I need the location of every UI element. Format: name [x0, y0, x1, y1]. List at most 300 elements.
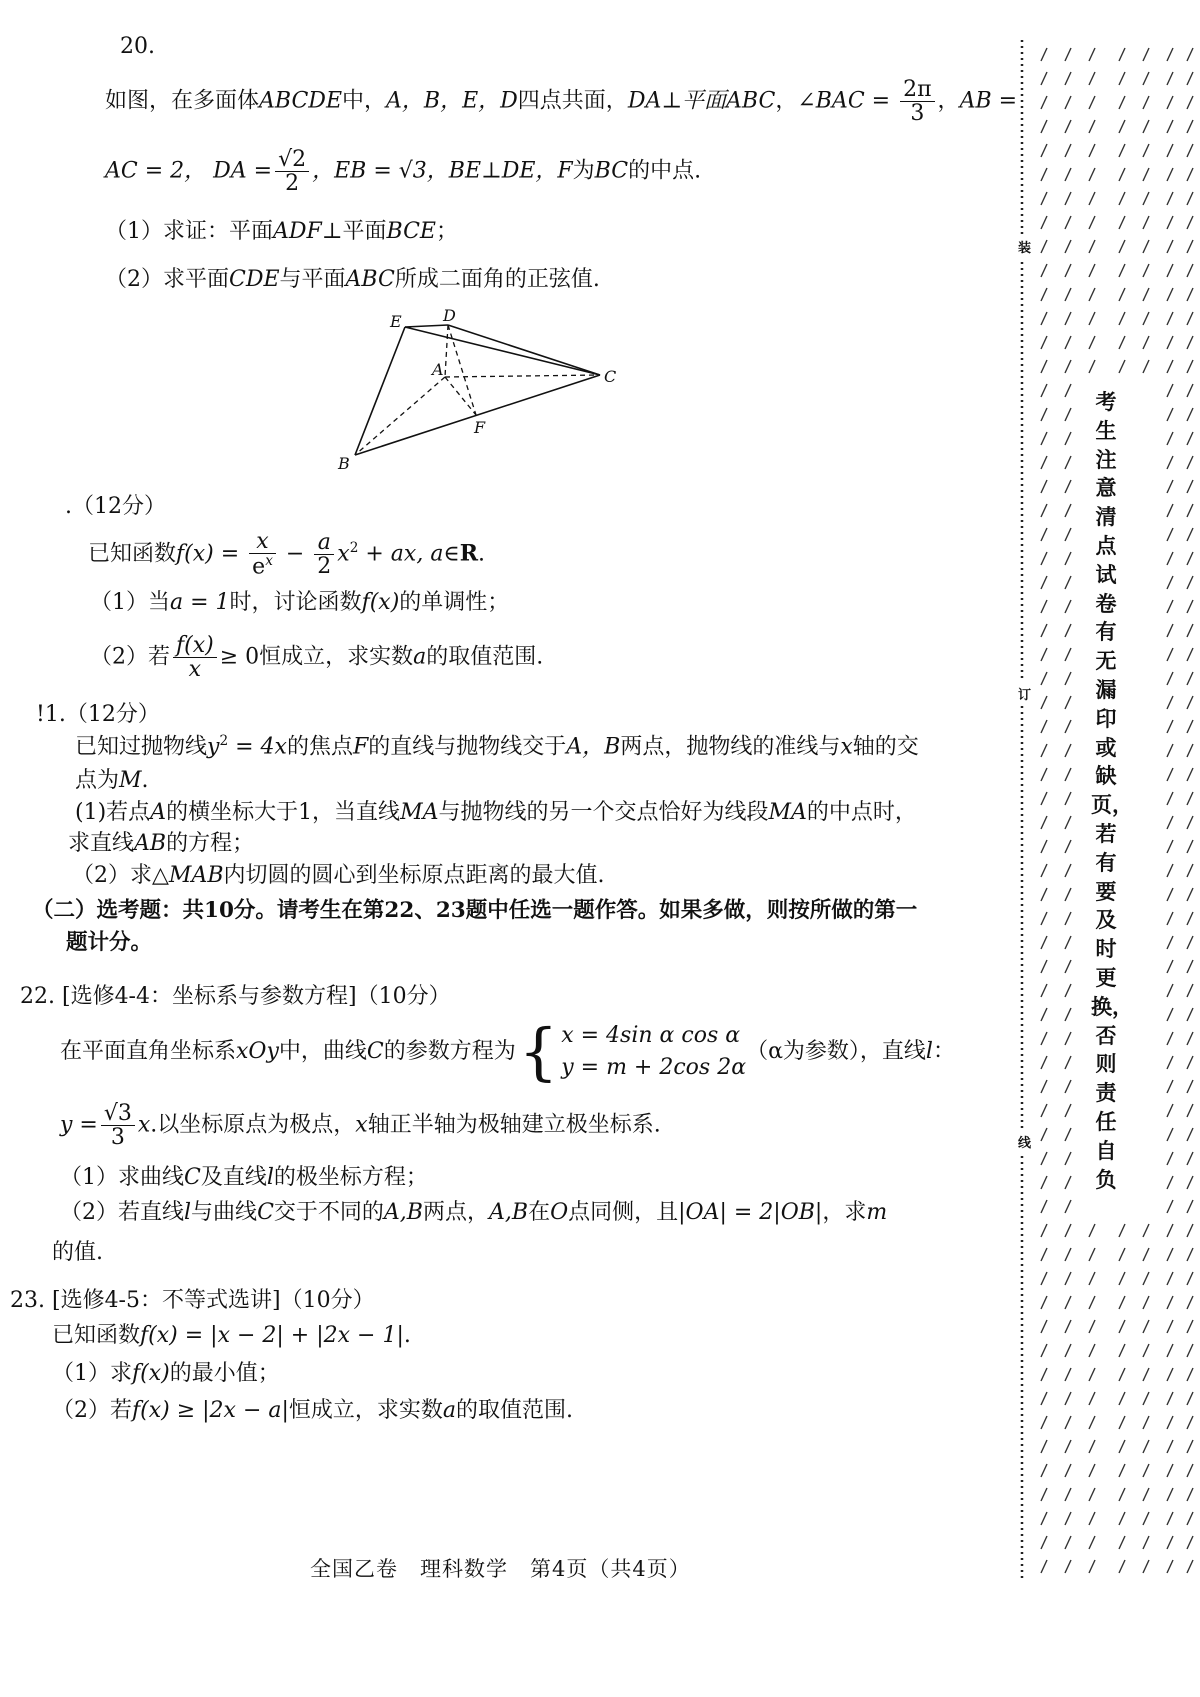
hatch-mark [1065, 672, 1071, 685]
hatch-mark [1143, 96, 1149, 109]
hatch-mark [1187, 1464, 1193, 1477]
polyhedron-figure [330, 305, 630, 480]
hatch-mark [1167, 96, 1173, 109]
hatch-mark [1089, 144, 1095, 157]
hatch-mark [1065, 168, 1071, 181]
hatch-mark [1041, 744, 1047, 757]
hatch-mark [1065, 792, 1071, 805]
hatch-mark [1187, 720, 1193, 733]
hatch-mark [1167, 744, 1173, 757]
hatch-mark [1187, 960, 1193, 973]
vertex-a: A [432, 360, 444, 379]
hatch-mark [1089, 1560, 1095, 1573]
hatch-mark [1167, 552, 1173, 565]
hatch-mark [1167, 840, 1173, 853]
page-footer: 全国乙卷 理科数学 第4页（共4页） [310, 1557, 691, 1581]
hatch-mark [1187, 192, 1193, 205]
hatch-mark [1089, 1272, 1095, 1285]
hatch-mark [1041, 552, 1047, 565]
hatch-mark [1143, 360, 1149, 373]
hatch-mark [1187, 1392, 1193, 1405]
hatch-mark [1187, 1008, 1193, 1021]
hatch-mark [1167, 504, 1173, 517]
hatch-mark [1119, 1368, 1125, 1381]
hatch-mark [1041, 504, 1047, 517]
hatch-mark [1041, 48, 1047, 61]
hatch-mark [1167, 600, 1173, 613]
hatch-mark [1041, 720, 1047, 733]
hatch-mark [1187, 1152, 1193, 1165]
hatch-mark [1119, 144, 1125, 157]
sqrt3-over-3: $\frac{√3}{3}$ [101, 1102, 135, 1149]
hatch-mark [1187, 864, 1193, 877]
hatch-mark [1089, 1464, 1095, 1477]
hatch-mark [1065, 840, 1071, 853]
hatch-mark [1187, 576, 1193, 589]
hatch-mark [1167, 144, 1173, 157]
hatch-mark [1167, 1512, 1173, 1525]
hatch-mark [1167, 1272, 1173, 1285]
hatch-mark [1167, 936, 1173, 949]
hatch-mark [1041, 1416, 1047, 1429]
vertex-e: E [390, 312, 402, 331]
hatch-mark [1041, 672, 1047, 685]
hatch-mark [1065, 1560, 1071, 1573]
vertex-d: D [443, 306, 456, 325]
hatch-mark [1041, 1392, 1047, 1405]
hatch-mark [1041, 528, 1047, 541]
hatch-mark [1167, 120, 1173, 133]
hatch-mark [1187, 528, 1193, 541]
fx-over-x: $\frac{f(x)}{x}$ [173, 634, 217, 681]
hatch-mark [1065, 72, 1071, 85]
edge-da [445, 325, 448, 377]
qf-part2: （2）若 $\frac{f(x)}{x}$ ≥ 0恒成立，求实数a的取值范围. [90, 633, 544, 683]
section2-line2: 题计分。 [66, 930, 153, 955]
hatch-mark [1167, 1464, 1173, 1477]
q20-stem-line2: AC = 2， DA = $\frac{√2}{2}$ ，EB = √3，BE⊥DE，F为BC的中点. [105, 147, 702, 197]
hatch-mark [1041, 888, 1047, 901]
hatch-mark [1041, 264, 1047, 277]
hatch-mark [1119, 72, 1125, 85]
hatch-mark [1187, 312, 1193, 325]
hatch-mark [1167, 960, 1173, 973]
hatch-mark [1041, 168, 1047, 181]
hatch-mark [1065, 816, 1071, 829]
hatch-mark [1167, 1296, 1173, 1309]
hatch-mark [1065, 528, 1071, 541]
q21-stem-line1: 已知过抛物线$y^2 = 4x$的焦点F的直线与抛物线交于A，B两点，抛物线的准线与x轴的交 [75, 733, 919, 760]
hatch-mark [1065, 1440, 1071, 1453]
hatch-mark [1089, 264, 1095, 277]
hatch-mark [1167, 456, 1173, 469]
hatch-mark [1143, 312, 1149, 325]
hatch-mark [1187, 264, 1193, 277]
hatch-mark [1089, 1248, 1095, 1261]
hatch-mark [1041, 216, 1047, 229]
hatch-mark [1167, 216, 1173, 229]
hatch-mark [1167, 1536, 1173, 1549]
hatch-mark [1167, 768, 1173, 781]
hatch-mark [1187, 48, 1193, 61]
hatch-mark [1143, 192, 1149, 205]
binding-mark-xian: 线 [1018, 1130, 1031, 1153]
hatch-mark [1119, 1512, 1125, 1525]
hatch-mark [1065, 768, 1071, 781]
hatch-mark [1041, 240, 1047, 253]
hatch-mark [1187, 1272, 1193, 1285]
hatch-mark [1065, 648, 1071, 661]
hatch-mark [1187, 600, 1193, 613]
hatch-mark [1119, 216, 1125, 229]
binding-mark-ding: 订 [1018, 682, 1031, 705]
hatch-mark [1041, 1248, 1047, 1261]
edge-ab [355, 377, 445, 455]
hatch-mark [1065, 288, 1071, 301]
hatch-mark [1041, 1080, 1047, 1093]
hatch-mark [1065, 1080, 1071, 1093]
hatch-mark [1089, 336, 1095, 349]
hatch-mark [1041, 336, 1047, 349]
hatch-mark [1167, 1560, 1173, 1573]
hatch-mark [1089, 48, 1095, 61]
hatch-mark [1065, 1056, 1071, 1069]
q21-stem-line2: 点为M. [75, 768, 149, 793]
hatch-mark [1167, 48, 1173, 61]
hatch-mark [1041, 1344, 1047, 1357]
hatch-mark [1041, 192, 1047, 205]
hatch-mark [1187, 1368, 1193, 1381]
hatch-mark [1065, 240, 1071, 253]
hatch-mark [1143, 1488, 1149, 1501]
q21-part2: （2）求△MAB内切圆的圆心到坐标原点距离的最大值. [72, 863, 605, 888]
q21-part1-line2: 求直线AB的方程； [68, 831, 255, 856]
hatch-mark [1119, 1320, 1125, 1333]
hatch-mark [1089, 1512, 1095, 1525]
hatch-mark [1187, 384, 1193, 397]
hatch-mark [1065, 696, 1071, 709]
hatch-mark [1143, 1224, 1149, 1237]
hatch-mark [1089, 1368, 1095, 1381]
q22-part2-end: 的值. [52, 1240, 103, 1265]
hatch-mark [1119, 1440, 1125, 1453]
hatch-mark [1187, 768, 1193, 781]
hatch-mark [1143, 1416, 1149, 1429]
hatch-mark [1187, 912, 1193, 925]
hatch-mark [1041, 1560, 1047, 1573]
vertex-b: B [338, 454, 350, 473]
q23-part1: （1）求f(x)的最小值； [52, 1361, 280, 1386]
hatch-mark [1041, 1008, 1047, 1021]
hatch-mark [1065, 1488, 1071, 1501]
hatch-mark [1187, 1224, 1193, 1237]
hatch-mark [1167, 1488, 1173, 1501]
hatch-mark [1119, 120, 1125, 133]
vertex-f: F [474, 418, 486, 437]
hatch-mark [1143, 1368, 1149, 1381]
hatch-mark [1187, 144, 1193, 157]
hatch-mark [1089, 312, 1095, 325]
hatch-mark [1041, 936, 1047, 949]
hatch-mark [1187, 936, 1193, 949]
hatch-mark [1187, 744, 1193, 757]
hatch-mark [1089, 1416, 1095, 1429]
hatch-mark [1041, 1056, 1047, 1069]
hatch-mark [1065, 1032, 1071, 1045]
hatch-mark [1041, 1320, 1047, 1333]
hatch-mark [1143, 120, 1149, 133]
hatch-mark [1187, 336, 1193, 349]
hatch-mark [1065, 1224, 1071, 1237]
hatch-mark [1187, 504, 1193, 517]
hatch-mark [1065, 720, 1071, 733]
hatch-mark [1089, 1224, 1095, 1237]
hatch-mark [1041, 792, 1047, 805]
hatch-mark [1041, 1224, 1047, 1237]
hatch-mark [1065, 912, 1071, 925]
edge-ac [445, 375, 600, 377]
hatch-mark [1167, 264, 1173, 277]
hatch-mark [1167, 888, 1173, 901]
qf-part1: （1）当a = 1时，讨论函数f(x)的单调性； [90, 590, 510, 615]
hatch-mark [1167, 432, 1173, 445]
hatch-mark [1089, 1536, 1095, 1549]
hatch-mark [1041, 1512, 1047, 1525]
hatch-mark [1041, 648, 1047, 661]
hatch-mark [1119, 96, 1125, 109]
hatch-mark [1187, 432, 1193, 445]
edge-bc [355, 375, 600, 455]
parametric-system: x = 4sin α cos α y = m + 2cos 2α [561, 1023, 747, 1080]
hatch-mark [1187, 1080, 1193, 1093]
q20-stem-line1: 如图，在多面体ABCDE中，A，B，E，D四点共面，DA⊥平面ABC，∠BAC = $\frac{2\pi}{3}$ ，AB = [105, 77, 1018, 127]
hatch-mark [1187, 120, 1193, 133]
hatch-mark [1187, 1176, 1193, 1189]
hatch-mark [1065, 456, 1071, 469]
hatch-mark [1065, 432, 1071, 445]
hatch-mark [1119, 1392, 1125, 1405]
hatch-mark [1065, 1200, 1071, 1213]
hatch-mark [1041, 960, 1047, 973]
hatch-mark [1089, 1296, 1095, 1309]
hatch-mark [1119, 336, 1125, 349]
q22-stem-line2: y = $\frac{√3}{3}$ x.以坐标原点为极点，x轴正半轴为极轴建立极坐标系. [60, 1101, 661, 1151]
hatch-mark [1167, 288, 1173, 301]
hatch-mark [1167, 672, 1173, 685]
hatch-mark [1119, 1488, 1125, 1501]
hatch-mark [1065, 1392, 1071, 1405]
hatch-mark [1089, 360, 1095, 373]
hatch-mark [1167, 792, 1173, 805]
hatch-mark [1167, 864, 1173, 877]
hatch-mark [1041, 864, 1047, 877]
hatch-mark [1065, 576, 1071, 589]
q22-part1: （1）求曲线C及直线l的极坐标方程； [60, 1165, 428, 1190]
hatch-mark [1187, 1296, 1193, 1309]
hatch-mark [1041, 1128, 1047, 1141]
hatch-mark [1041, 1536, 1047, 1549]
hatch-mark [1167, 1008, 1173, 1021]
hatch-mark [1065, 1248, 1071, 1261]
edge-be [355, 327, 405, 455]
hatch-mark [1187, 240, 1193, 253]
system-brace: { [518, 1014, 559, 1088]
q22-stem-line1: 在平面直角坐标系xOy中，曲线C的参数方程为{ x = 4sin α cos α y = m + 2cos 2α （α为参数），直线l： [60, 1014, 955, 1088]
q23-stem: 已知函数f(x) = |x − 2| + |2x − 1|. [52, 1323, 411, 1348]
hatch-mark [1167, 624, 1173, 637]
binding-mark-zhuang: 装 [1018, 235, 1031, 258]
hatch-mark [1167, 192, 1173, 205]
hatch-mark [1143, 144, 1149, 157]
hatch-mark [1041, 816, 1047, 829]
hatch-mark [1167, 1416, 1173, 1429]
q21-part1-line1: (1)若点A的横坐标大于1，当直线MA与抛物线的另一个交点恰好为线段MA的中点时， [75, 800, 917, 825]
hatch-mark [1119, 1560, 1125, 1573]
hatch-mark [1089, 1392, 1095, 1405]
hatch-mark [1143, 1464, 1149, 1477]
hatch-mark [1065, 216, 1071, 229]
hatch-mark [1143, 72, 1149, 85]
hatch-mark [1065, 1296, 1071, 1309]
hatch-mark [1041, 600, 1047, 613]
hatch-mark [1119, 1536, 1125, 1549]
hatch-mark [1143, 336, 1149, 349]
hatch-mark [1065, 120, 1071, 133]
qf-stem: 已知函数f(x) = $\frac{x}{e^x}$ − $\frac{a}{2}$ $x^2$ + ax, a∈R. [88, 529, 486, 580]
hatch-mark [1065, 48, 1071, 61]
hatch-mark [1041, 1152, 1047, 1165]
q20-part1: （1）求证：平面ADF⊥平面BCE； [105, 219, 458, 244]
hatch-mark [1187, 1056, 1193, 1069]
hatch-mark [1041, 312, 1047, 325]
hatch-mark [1167, 1224, 1173, 1237]
hatch-mark [1187, 216, 1193, 229]
hatch-mark [1167, 648, 1173, 661]
hatch-mark [1119, 1416, 1125, 1429]
hatch-mark [1065, 936, 1071, 949]
hatch-mark [1167, 240, 1173, 253]
hatch-mark [1167, 984, 1173, 997]
hatch-mark [1187, 288, 1193, 301]
hatch-mark [1041, 72, 1047, 85]
hatch-mark [1187, 360, 1193, 373]
hatch-mark [1089, 120, 1095, 133]
hatch-mark [1187, 648, 1193, 661]
hatch-mark [1143, 264, 1149, 277]
q20-part2: （2）求平面CDE与平面ABC所成二面角的正弦值. [105, 267, 600, 292]
hatch-mark [1119, 1248, 1125, 1261]
hatch-mark [1187, 1032, 1193, 1045]
hatch-mark [1065, 360, 1071, 373]
hatch-mark [1187, 1536, 1193, 1549]
hatch-mark [1187, 552, 1193, 565]
hatch-mark [1065, 624, 1071, 637]
hatch-mark [1187, 984, 1193, 997]
hatch-mark [1065, 744, 1071, 757]
hatch-mark [1119, 1464, 1125, 1477]
sqrt2-over-2: $\frac{√2}{2}$ [275, 148, 309, 195]
hatch-mark [1065, 96, 1071, 109]
hatch-mark [1089, 216, 1095, 229]
hatch-mark [1187, 1344, 1193, 1357]
hatch-mark [1041, 1296, 1047, 1309]
hatch-mark [1065, 408, 1071, 421]
x-over-ex: $\frac{x}{e^x}$ [249, 530, 276, 579]
hatch-mark [1065, 1416, 1071, 1429]
hatch-mark [1041, 1176, 1047, 1189]
hatch-mark [1041, 840, 1047, 853]
hatch-mark [1089, 1488, 1095, 1501]
hatch-mark [1187, 792, 1193, 805]
q23-header: 23. [选修4-5：不等式选讲]（10分） [10, 1288, 375, 1313]
hatch-mark [1065, 1128, 1071, 1141]
hatch-mark [1041, 1272, 1047, 1285]
hatch-mark [1167, 336, 1173, 349]
hatch-mark [1089, 192, 1095, 205]
edge-ed [405, 325, 448, 327]
hatch-mark [1187, 1320, 1193, 1333]
vertex-c: C [604, 367, 617, 386]
hatch-mark [1041, 288, 1047, 301]
q20-number: 20. [120, 34, 155, 59]
hatch-mark [1041, 912, 1047, 925]
edge-af [445, 377, 476, 415]
hatch-mark [1187, 72, 1193, 85]
hatch-mark [1167, 1200, 1173, 1213]
hatch-mark [1041, 696, 1047, 709]
hatch-mark [1065, 600, 1071, 613]
hatch-mark [1143, 216, 1149, 229]
hatch-mark [1065, 384, 1071, 397]
hatch-mark [1041, 1104, 1047, 1117]
hatch-mark [1187, 840, 1193, 853]
hatch-mark [1143, 1536, 1149, 1549]
hatch-mark [1167, 312, 1173, 325]
hatch-mark [1065, 480, 1071, 493]
section2-line1: （二）选考题：共10分。请考生在第22、23题中任选一题作答。如果多做，则按所做的第一 [32, 898, 918, 923]
hatch-mark [1041, 1200, 1047, 1213]
hatch-mark [1143, 1512, 1149, 1525]
hatch-mark [1065, 960, 1071, 973]
hatch-mark [1119, 192, 1125, 205]
hatch-mark [1119, 312, 1125, 325]
hatch-mark [1119, 1344, 1125, 1357]
hatch-mark [1143, 288, 1149, 301]
q22-header: 22. [选修4-4：坐标系与参数方程]（10分） [20, 984, 451, 1009]
hatch-mark [1119, 264, 1125, 277]
hatch-mark [1041, 984, 1047, 997]
hatch-mark [1041, 576, 1047, 589]
q23-part2: （2）若f(x) ≥ |2x − a|恒成立，求实数a的取值范围. [52, 1398, 574, 1423]
hatch-mark [1065, 1536, 1071, 1549]
hatch-mark [1041, 1032, 1047, 1045]
hatch-mark [1187, 888, 1193, 901]
hatch-mark [1187, 672, 1193, 685]
hatch-mark [1041, 432, 1047, 445]
hatch-mark [1065, 888, 1071, 901]
hatch-mark [1041, 1464, 1047, 1477]
hatch-mark [1187, 480, 1193, 493]
hatch-mark [1167, 720, 1173, 733]
hatch-mark [1167, 1176, 1173, 1189]
hatch-mark [1041, 480, 1047, 493]
hatch-mark [1065, 1512, 1071, 1525]
hatch-mark [1065, 336, 1071, 349]
hatch-mark [1119, 48, 1125, 61]
hatch-mark [1065, 1176, 1071, 1189]
hatch-mark [1041, 360, 1047, 373]
hatch-mark [1167, 1440, 1173, 1453]
